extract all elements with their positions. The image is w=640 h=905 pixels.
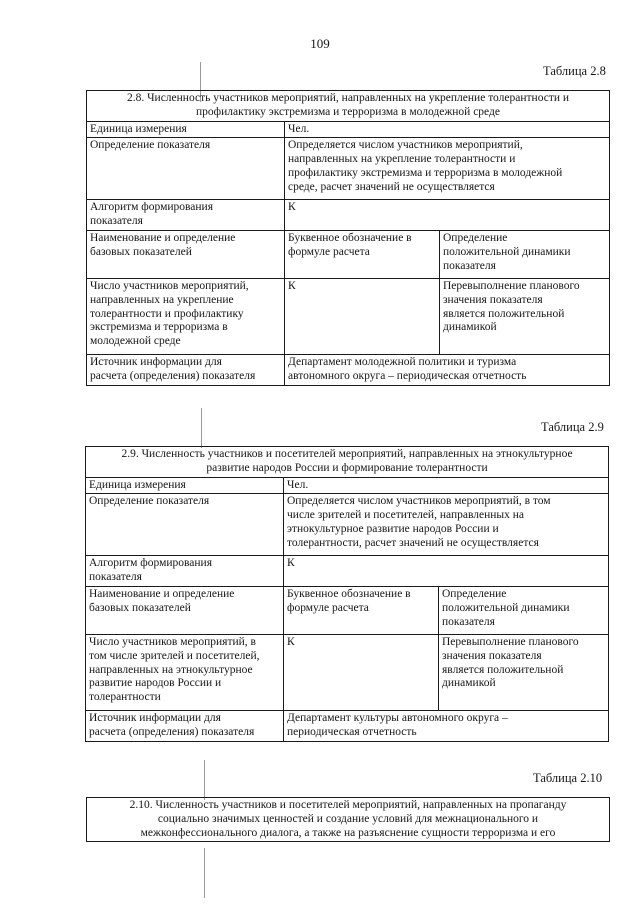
title-row [87, 798, 610, 842]
dynamics-value: Перевыполнение планового значения показателя является положительной динамикой [439, 634, 609, 710]
row-label: Число участников мероприятий, в том числе зрителей и посетителей, направленных на этнокультурное развитие народов России и толерантности [86, 634, 284, 710]
row-value: Департамент культуры автономного округа – периодическая отчетность [284, 710, 609, 741]
scan-fold-line [201, 408, 202, 448]
row-label: Алгоритм формирования показателя [87, 200, 285, 231]
indicator-table-2-10 [86, 797, 610, 842]
source-row [86, 710, 609, 741]
base-indicator-row [87, 278, 610, 354]
row-label: Единица измерения [87, 121, 285, 138]
scan-fold-line [204, 848, 205, 898]
algorithm-row [86, 556, 609, 587]
row-value: К [284, 556, 609, 587]
table-title: 2.9. Численность участников и посетителей мероприятий, направленных на этнокультурное развитие народов России и формирование толерантности [86, 447, 609, 478]
row-value: Департамент молодежной политики и туризма автономного округа – периодическая отчетность [285, 354, 610, 385]
title-row [86, 447, 609, 478]
letter-value: К [285, 278, 440, 354]
letter-value: К [284, 634, 439, 710]
row-value: К [285, 200, 610, 231]
indicator-table-2-8 [86, 90, 610, 386]
unit-row [87, 121, 610, 138]
base-indicator-row [86, 634, 609, 710]
row-label: Определение показателя [87, 138, 285, 200]
definition-row [87, 138, 610, 200]
table-title: 2.10. Численность участников и посетителей мероприятий, направленных на пропаганду социально значимых ценностей и создание условий для межнационального и межконфессионального диалога, а также на разъяснение сущности терроризма и его [87, 798, 610, 842]
row-label: Определение показателя [86, 494, 284, 556]
row-value: Чел. [284, 477, 609, 494]
row-label: Источник информации для расчета (определения) показателя [87, 354, 285, 385]
row-label: Алгоритм формирования показателя [86, 556, 284, 587]
letter-header: Буквенное обозначение в формуле расчета [285, 230, 440, 278]
row-value: Определяется числом участников мероприятий, направленных на укрепление толерантности и профилактику экстремизма и терроризма в молодежной среде, расчет значений не осуществляется [285, 138, 610, 200]
row-value: Определяется числом участников мероприятий, в том числе зрителей и посетителей, направленных на этнокультурное развитие народов России и толерантности, расчет значений не осуществляется [284, 494, 609, 556]
indicator-table-2-9 [85, 446, 609, 742]
dynamics-header: Определение положительной динамики показателя [439, 586, 609, 634]
row-label: Единица измерения [86, 477, 284, 494]
dynamics-header: Определение положительной динамики показателя [440, 230, 610, 278]
row-label: Число участников мероприятий, направленных на укрепление толерантности и профилактику экстремизма и терроризма в молодежной среде [87, 278, 285, 354]
row-label: Наименование и определение базовых показателей [86, 586, 284, 634]
unit-row [86, 477, 609, 494]
table-title: 2.8. Численность участников мероприятий, направленных на укрепление толерантности и профилактику экстремизма и терроризма в молодежной среде [87, 91, 610, 122]
dynamics-value: Перевыполнение планового значения показателя является положительной динамикой [440, 278, 610, 354]
source-row [87, 354, 610, 385]
title-row [87, 91, 610, 122]
base-header-row [87, 230, 610, 278]
table-label: Таблица 2.8 [543, 64, 606, 78]
table-label: Таблица 2.10 [533, 771, 603, 785]
letter-header: Буквенное обозначение в формуле расчета [284, 586, 439, 634]
row-label: Источник информации для расчета (определения) показателя [86, 710, 284, 741]
row-label: Наименование и определение базовых показателей [87, 230, 285, 278]
row-value: Чел. [285, 121, 610, 138]
page-number: 109 [310, 36, 330, 51]
base-header-row [86, 586, 609, 634]
algorithm-row [87, 200, 610, 231]
scan-fold-line [204, 760, 205, 800]
definition-row [86, 494, 609, 556]
table-label: Таблица 2.9 [541, 420, 604, 434]
